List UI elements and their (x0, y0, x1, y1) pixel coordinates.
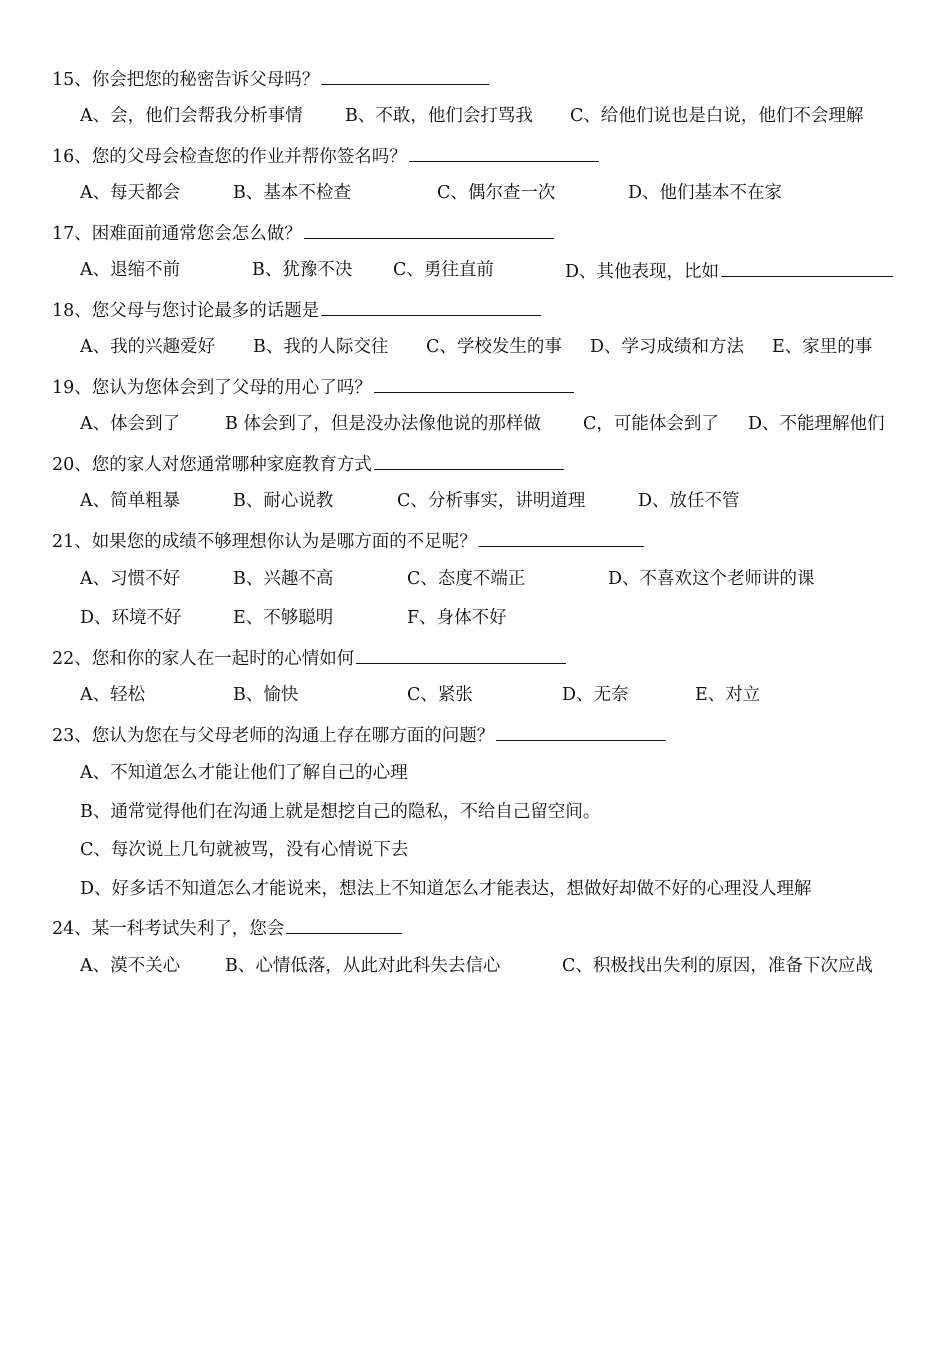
answer-blank-20[interactable] (374, 451, 564, 470)
q17-option-c[interactable]: C、勇往直前 (393, 260, 494, 280)
q24-option-a[interactable]: A、漠不关心 (80, 956, 181, 976)
q19-option-a[interactable]: A、体会到了 (80, 414, 181, 434)
q19-option-b[interactable]: B 体会到了，但是没办法像他说的那样做 (225, 414, 541, 434)
question-23-text: 23、您认为您在与父母老师的沟通上存在哪方面的问题？ (52, 726, 495, 746)
q21-option-d2[interactable]: D、环境不好 (80, 608, 182, 628)
q23-option-b[interactable]: B、通常觉得他们在沟通上就是想挖自己的隐私，不给自己留空间。 (80, 802, 601, 822)
q16-option-a[interactable]: A、每天都会 (80, 183, 181, 203)
q23-option-c[interactable]: C、每次说上几句就被骂，没有心情说下去 (80, 840, 409, 860)
q21-option-f[interactable]: F、身体不好 (407, 608, 507, 628)
question-21 (52, 528, 644, 554)
question-16-text: 16、您的父母会检查您的作业并帮你签名吗？ (52, 147, 407, 167)
q22-option-c[interactable]: C、紧张 (407, 685, 473, 705)
q16-option-c[interactable]: C、偶尔查一次 (437, 183, 556, 203)
question-18 (52, 297, 541, 323)
question-24 (52, 915, 402, 941)
answer-blank-17[interactable] (304, 220, 554, 239)
q17-option-b[interactable]: B、犹豫不决 (252, 260, 353, 280)
question-19-text: 19、您认为您体会到了父母的用心了吗？ (52, 378, 372, 398)
answer-blank-24[interactable] (286, 915, 402, 934)
question-15-text: 15、你会把您的秘密告诉父母吗？ (52, 70, 320, 90)
q17-option-a[interactable]: A、退缩不前 (80, 260, 181, 280)
q22-option-d[interactable]: D、无奈 (562, 685, 629, 705)
question-22 (52, 645, 566, 671)
q22-option-a[interactable]: A、轻松 (80, 685, 146, 705)
question-17-text: 17、困难面前通常您会怎么做？ (52, 224, 302, 244)
q18-option-d[interactable]: D、学习成绩和方法 (590, 337, 745, 357)
q20-option-a[interactable]: A、简单粗暴 (80, 491, 181, 511)
q20-option-b[interactable]: B、耐心说教 (233, 491, 334, 511)
answer-blank-23[interactable] (496, 722, 666, 741)
q18-option-c[interactable]: C、学校发生的事 (426, 337, 562, 357)
q21-option-c[interactable]: C、态度不端正 (407, 569, 526, 589)
q18-option-b[interactable]: B、我的人际交往 (253, 337, 389, 357)
q15-option-c[interactable]: C、给他们说也是白说，他们不会理解 (570, 106, 864, 126)
q20-option-d[interactable]: D、放任不管 (638, 491, 740, 511)
q19-option-c[interactable]: C，可能体会到了 (583, 414, 719, 434)
q16-option-d[interactable]: D、他们基本不在家 (628, 183, 783, 203)
question-20 (52, 451, 564, 477)
question-19 (52, 374, 574, 400)
question-21-text: 21、如果您的成绩不够理想你认为是哪方面的不足呢？ (52, 532, 477, 552)
q22-option-b[interactable]: B、愉快 (233, 685, 299, 705)
q15-option-b[interactable]: B、不敢，他们会打骂我 (345, 106, 533, 126)
answer-blank-19[interactable] (374, 374, 574, 393)
q19-option-d[interactable]: D、不能理解他们 (748, 414, 885, 434)
question-24-text: 24、某一科考试失利了，您会 (52, 919, 285, 939)
q17-option-d-label: D、其他表现，比如 (565, 262, 720, 282)
q21-option-d[interactable]: D、不喜欢这个老师讲的课 (608, 569, 815, 589)
question-15 (52, 66, 489, 92)
question-16 (52, 143, 599, 169)
answer-blank-18[interactable] (321, 297, 541, 316)
q16-option-b[interactable]: B、基本不检查 (233, 183, 351, 203)
q22-option-e[interactable]: E、对立 (695, 685, 761, 705)
question-22-text: 22、您和你的家人在一起时的心情如何 (52, 649, 355, 669)
q20-option-c[interactable]: C、分析事实，讲明道理 (397, 491, 586, 511)
q18-option-a[interactable]: A、我的兴趣爱好 (80, 337, 216, 357)
answer-blank-21[interactable] (479, 528, 644, 547)
answer-blank-15[interactable] (321, 66, 489, 85)
q17-other-blank[interactable] (721, 258, 893, 277)
question-20-text: 20、您的家人对您通常哪种家庭教育方式 (52, 455, 372, 475)
q21-option-a[interactable]: A、习惯不好 (80, 569, 181, 589)
q24-option-b[interactable]: B、心情低落，从此对此科失去信心 (225, 956, 501, 976)
question-23 (52, 722, 666, 748)
q23-option-d[interactable]: D、好多话不知道怎么才能说来，想法上不知道怎么才能表达，想做好却做不好的心理没人理解 (80, 879, 812, 899)
q21-option-e[interactable]: E、不够聪明 (233, 608, 334, 628)
q15-option-a[interactable]: A、会，他们会帮我分析事情 (80, 106, 303, 126)
answer-blank-22[interactable] (356, 645, 566, 664)
q23-option-a[interactable]: A、不知道怎么才能让他们了解自己的心理 (80, 763, 408, 783)
q18-option-e[interactable]: E、家里的事 (772, 337, 873, 357)
answer-blank-16[interactable] (409, 143, 599, 162)
q24-option-c[interactable]: C、积极找出失利的原因，准备下次应战 (562, 956, 873, 976)
question-17 (52, 220, 554, 246)
q21-option-b[interactable]: B、兴趣不高 (233, 569, 334, 589)
q17-option-d[interactable] (565, 258, 893, 284)
question-18-text: 18、您父母与您讨论最多的话题是 (52, 301, 320, 321)
